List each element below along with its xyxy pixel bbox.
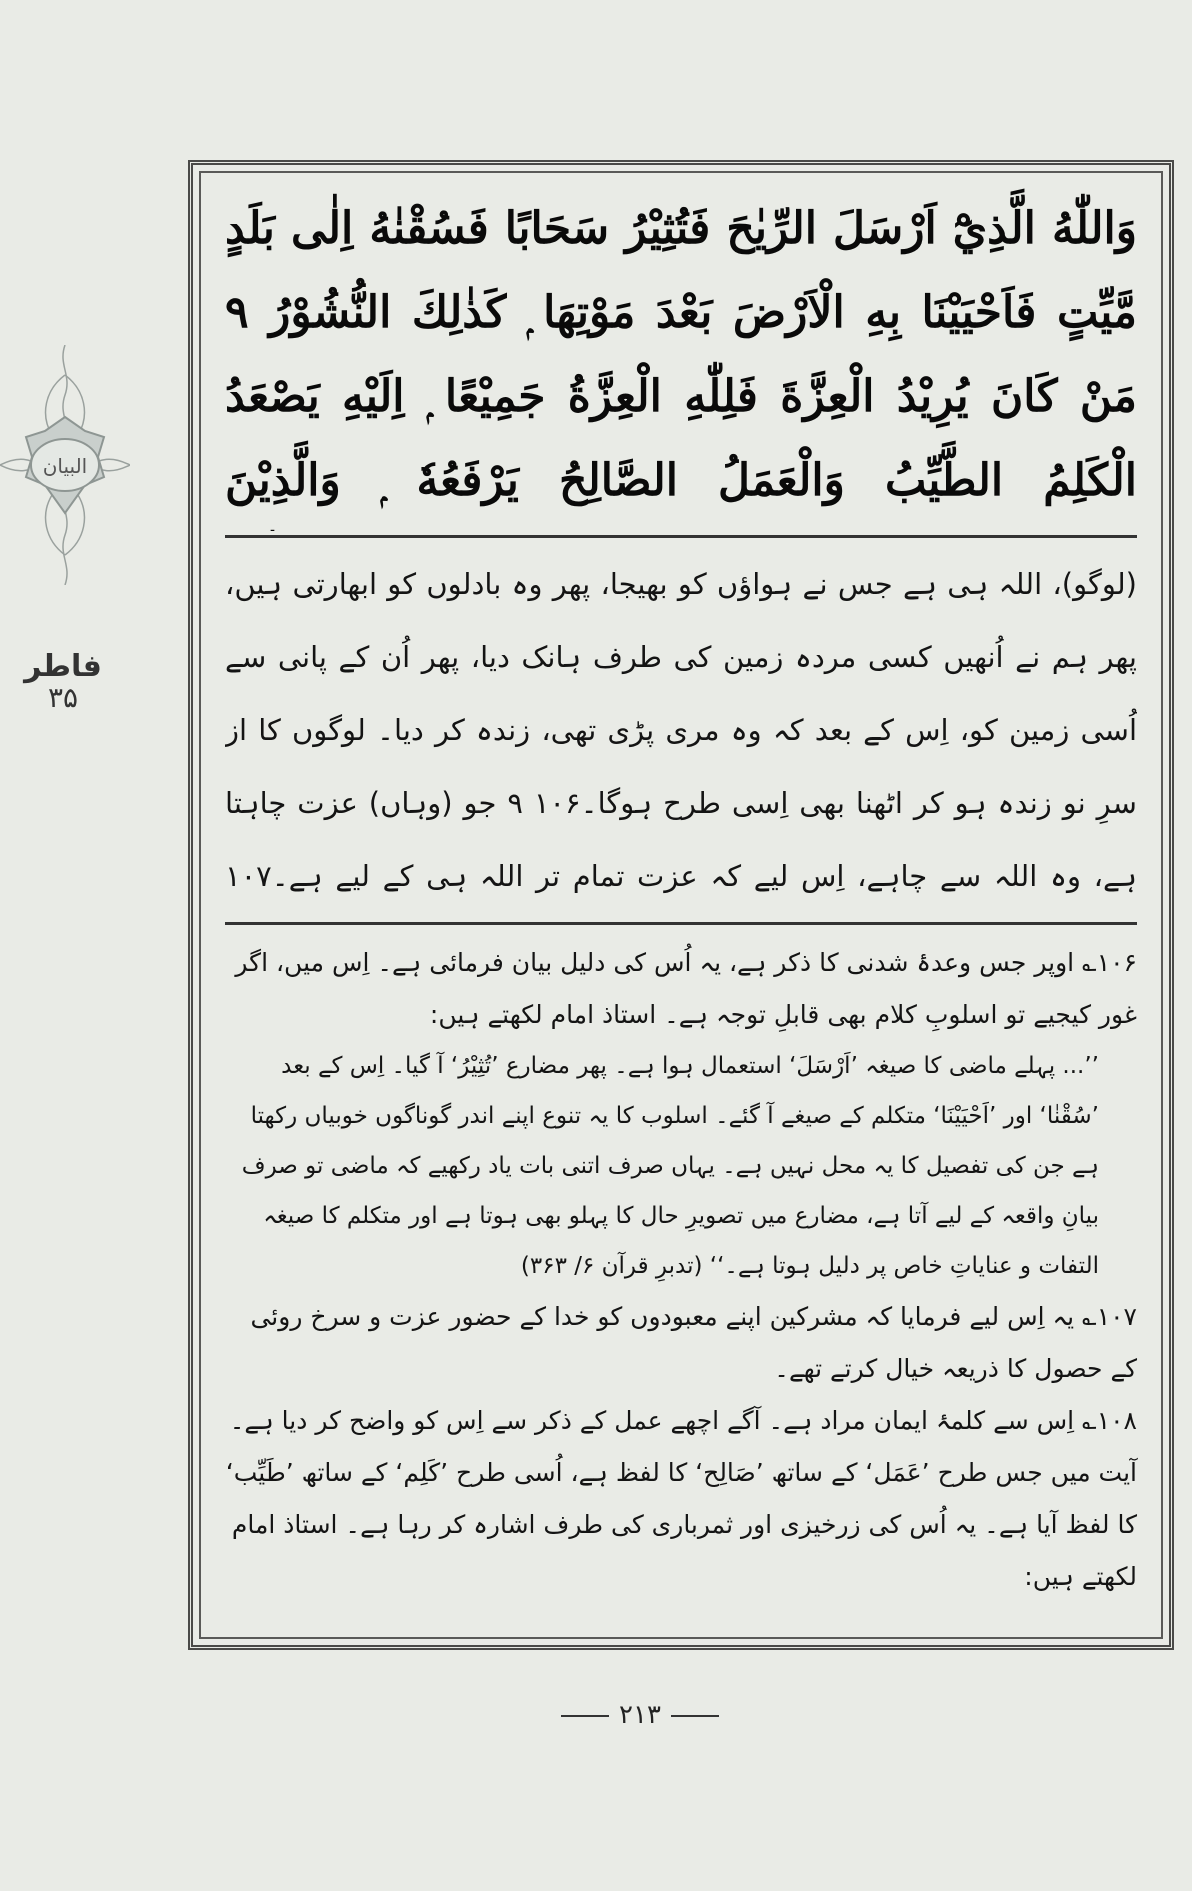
page-content: [199, 171, 1163, 1639]
page-frame: [188, 160, 1174, 1650]
urdu-translation: (لوگو)، اللہ ہی ہے جس نے ہواؤں کو بھیجا، پھر وہ بادلوں کو ابھارتی ہیں، پھر ہم نے اُنھیں کسی مردہ زمین کی طرف ہانک دیا، پھر اُن کے پانی سے اُسی زمین کو، اِس کے بعد کہ وہ مری پڑی تھی، زندہ کر دیا۔ لوگوں کا از سرِ نو زندہ ہو کر اٹھنا بھی اِسی طرح ہوگا۔۱۰۶ ۹ جو (وہاں) عزت چاہتا ہے، وہ اللہ سے چاہے، اِس لیے کہ عزت تمام تر اللہ ہی کے لیے ہے۔۱۰۷: [225, 567, 1137, 893]
arabic-verse-text: وَاللّٰهُ الَّذِيْٓ اَرْسَلَ الرِّيٰحَ فَتُثِيْرُ سَحَابًا فَسُقْنٰهُ اِلٰى بَلَدٍ مَّيِّتٍ فَاَحْيَيْنَا بِهِ الْاَرْضَ بَعْدَ مَوْتِهَا ۭ كَذٰلِكَ النُّشُوْرُ ۹ مَنْ كَانَ يُرِيْدُ الْعِزَّةَ فَلِلّٰهِ الْعِزَّةُ جَمِيْعًا ۭ اِلَيْهِ يَصْعَدُ الْكَلِمُ الطَّيِّبُ وَالْعَمَلُ الصَّالِحُ يَرْفَعُهٗ ۭ وَالَّذِيْنَ: [225, 203, 1137, 506]
page-number: ۲۱۳: [619, 1700, 661, 1730]
page-number-dash: [671, 1715, 719, 1717]
footnote-106-quote: ’’... پہلے ماضی کا صیغہ ’اَرْسَلَ‘ استعمال ہوا ہے۔ پھر مضارع ’تُثِيْرُ‘ آ گیا۔ اِس کے بعد ’سُقْنٰا‘ اور ’اَحْيَيْنَا‘ متکلم کے صیغے آ گئے۔ اسلوب کا یہ تنوع اپنے اندر گوناگوں خوبیاں رکھتا ہے جن کی تفصیل کا یہ محل نہیں ہے۔ یہاں صرف اتنی بات یاد رکھیے کہ ماضی تو صرف بیانِ واقعہ کے لیے آتا ہے، مضارع میں تصویرِ حال کا پہلو بھی ہوتا ہے اور متکلم کا صیغہ التفات و عنایاتِ خاص پر دلیل ہوتا ہے۔‘‘ (تدبرِ قرآن ۶/ ۳۶۳): [241, 1053, 1099, 1279]
page-number-dash: [561, 1715, 609, 1717]
divider: [225, 535, 1137, 538]
ornamental-medallion: [0, 345, 130, 585]
divider: [225, 922, 1137, 925]
surah-name: فاطر: [24, 649, 102, 684]
footnote-108: ۱۰۸؎ اِس سے کلمۂ ایمان مراد ہے۔ آگے اچھے عمل کے ذکر سے اِس کو واضح کر دیا ہے۔ آیت میں جس طرح ’عَمَل‘ کے ساتھ ’صَالِح‘ کا لفظ ہے، اُسی طرح ’كَلِم‘ کے ساتھ ’طَيِّب‘ کا لفظ آیا ہے۔ یہ اُس کی زرخیزی اور ثمرباری کی طرف اشارہ کر رہا ہے۔ استاذ امام لکھتے ہیں:: [225, 1406, 1137, 1591]
surah-label: [8, 650, 118, 714]
footnote-107: ۱۰۷؎ یہ اِس لیے فرمایا کہ مشرکین اپنے معبودوں کو خدا کے حضور عزت و سرخ روئی کے حصول کا ذریعہ خیال کرتے تھے۔: [250, 1302, 1137, 1383]
medallion-text: البیان: [42, 454, 88, 478]
surah-number: ۳۵: [47, 681, 79, 714]
footnotes: [225, 929, 1137, 1603]
footnote-106: ۱۰۶؎ اوپر جس وعدۂ شدنی کا ذکر ہے، یہ اُس کی دلیل بیان فرمائی ہے۔ اِس میں، اگر غور کیجیے تو اسلوبِ کلام بھی قابلِ توجہ ہے۔ استاذ امام لکھتے ہیں:: [235, 948, 1137, 1029]
page-number-wrap: [550, 1700, 730, 1730]
